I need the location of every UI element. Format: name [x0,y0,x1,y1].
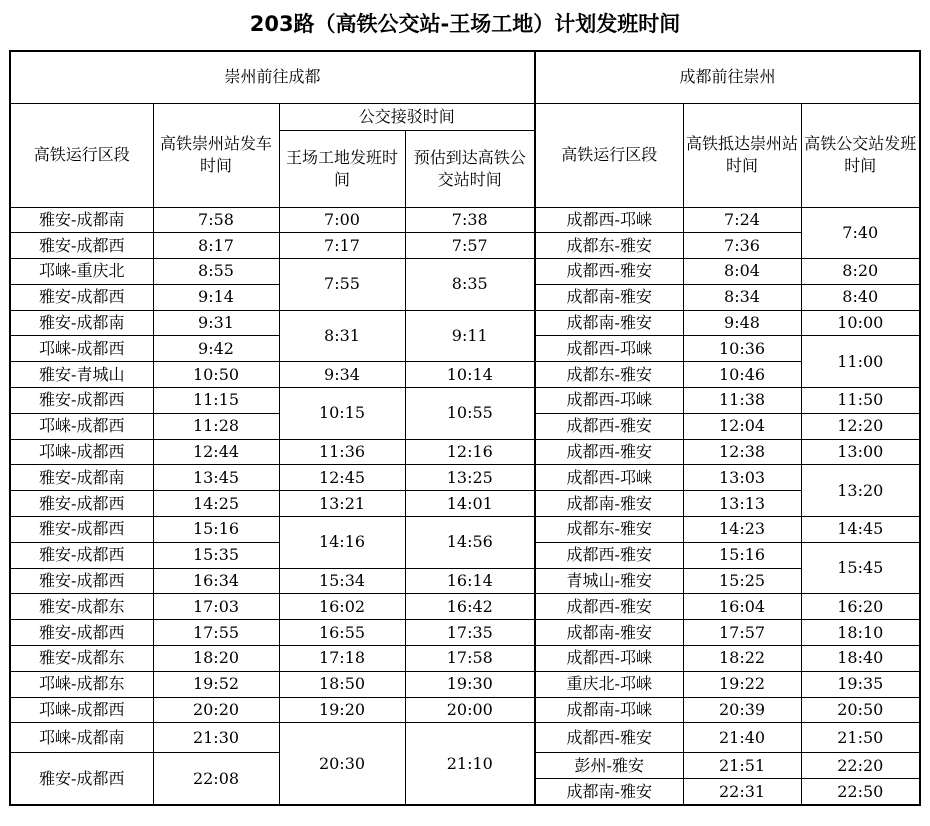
table-row [10,207,920,233]
table-row [10,465,920,491]
left-train-cell: 10:50 [153,362,279,388]
right-bus-cell: 7:40 [801,207,920,259]
right-segment-cell: 成都南-雅安 [535,779,683,805]
right-segment-cell: 成都西-邛崃 [535,388,683,414]
right-bus-cell: 16:20 [801,594,920,620]
bus-arrive-cell: 14:56 [405,517,535,569]
left-segment-cell: 邛崃-成都西 [10,439,153,465]
bus-depart-cell: 12:45 [279,465,405,491]
right-train-cell: 16:04 [683,594,801,620]
right-train-cell: 20:39 [683,697,801,723]
bus-arrive-cell: 14:01 [405,491,535,517]
right-segment-cell: 成都西-邛崃 [535,336,683,362]
right-train-cell: 19:22 [683,671,801,697]
right-bus-cell: 19:35 [801,671,920,697]
right-train-cell: 10:36 [683,336,801,362]
right-segment-cell: 重庆北-邛崃 [535,671,683,697]
right-train-cell: 7:24 [683,207,801,233]
bus-depart-cell: 18:50 [279,671,405,697]
bus-arrive-cell: 7:38 [405,207,535,233]
bus-arrive-cell: 12:16 [405,439,535,465]
left-train-cell: 19:52 [153,671,279,697]
bus-depart-cell: 7:17 [279,233,405,259]
bus-depart-cell: 17:18 [279,646,405,672]
left-train-cell: 15:16 [153,517,279,543]
right-bus-cell: 11:00 [801,336,920,388]
right-train-cell: 14:23 [683,517,801,543]
left-train-cell: 8:55 [153,259,279,285]
table-row [10,594,920,620]
left-segment-cell: 雅安-成都西 [10,542,153,568]
bus-depart-cell: 8:31 [279,310,405,362]
table-row [10,723,920,753]
left-segment-cell: 邛崃-成都东 [10,671,153,697]
right-bus-cell: 22:50 [801,779,920,805]
right-train-cell: 21:51 [683,753,801,779]
bus-arrive-cell: 13:25 [405,465,535,491]
right-train-cell: 13:03 [683,465,801,491]
right-train-cell: 8:34 [683,284,801,310]
bus-depart-cell: 16:02 [279,594,405,620]
table-row [10,568,920,594]
left-train-cell: 15:35 [153,542,279,568]
left-segment-cell: 邛崃-重庆北 [10,259,153,285]
bus-arrive-cell: 17:35 [405,620,535,646]
right-segment-cell: 成都东-雅安 [535,233,683,259]
table-row [10,439,920,465]
right-train-cell: 21:40 [683,723,801,753]
bus-depart-cell: 13:21 [279,491,405,517]
left-segment-cell: 雅安-成都南 [10,310,153,336]
bus-depart-cell: 10:15 [279,388,405,440]
right-bus-cell: 15:45 [801,542,920,594]
table-row [10,491,920,517]
right-segment-cell: 成都西-邛崃 [535,207,683,233]
left-train-cell: 17:55 [153,620,279,646]
bus-arrive-cell: 8:35 [405,259,535,311]
page-title: 203路（高铁公交站-王场工地）计划发班时间 [249,12,681,36]
bus-arrive-cell: 9:11 [405,310,535,362]
right-segment-cell: 成都西-雅安 [535,542,683,568]
bus-depart-cell: 9:34 [279,362,405,388]
right-train-cell: 7:36 [683,233,801,259]
right-segment-cell: 成都西-雅安 [535,413,683,439]
right-bus-cell: 21:50 [801,723,920,753]
right-train-cell: 12:38 [683,439,801,465]
table-row [10,362,920,388]
left-train-cell: 11:15 [153,388,279,414]
bus-depart-cell: 14:16 [279,517,405,569]
table-row [10,671,920,697]
right-segment-cell: 成都西-邛崃 [535,646,683,672]
left-segment-cell: 雅安-成都西 [10,568,153,594]
bus-depart-cell: 7:55 [279,259,405,311]
bus-arrive-cell: 21:10 [405,723,535,805]
table-row [10,259,920,285]
right-segment-cell: 青城山-雅安 [535,568,683,594]
table-row [10,646,920,672]
left-segment-cell: 雅安-成都西 [10,284,153,310]
table-row [10,233,920,259]
right-segment-cell: 成都南-雅安 [535,491,683,517]
right-train-cell: 18:22 [683,646,801,672]
col-right-segment: 高铁运行区段 [535,103,683,207]
right-train-cell: 15:16 [683,542,801,568]
left-segment-cell: 雅安-成都西 [10,753,153,805]
right-train-cell: 15:25 [683,568,801,594]
col-left-train-depart: 高铁崇州站发车时间 [153,103,279,207]
right-bus-cell: 18:10 [801,620,920,646]
bus-arrive-cell: 7:57 [405,233,535,259]
left-segment-cell: 雅安-成都西 [10,233,153,259]
col-bus-arrive: 预估到达高铁公交站时间 [405,130,535,207]
right-train-cell: 11:38 [683,388,801,414]
col-bus-group: 公交接驳时间 [279,103,535,130]
right-train-cell: 22:31 [683,779,801,805]
right-segment-cell: 成都西-雅安 [535,594,683,620]
right-segment-cell: 成都西-雅安 [535,259,683,285]
left-train-cell: 21:30 [153,723,279,753]
right-segment-cell: 成都西-雅安 [535,723,683,753]
left-train-cell: 16:34 [153,568,279,594]
right-direction-header: 成都前往崇州 [535,51,920,103]
left-train-cell: 7:58 [153,207,279,233]
left-train-cell: 11:28 [153,413,279,439]
bus-depart-cell: 20:30 [279,723,405,805]
table-row [10,517,920,543]
right-bus-cell: 12:20 [801,413,920,439]
right-segment-cell: 彭州-雅安 [535,753,683,779]
table-row [10,697,920,723]
right-segment-cell: 成都南-雅安 [535,620,683,646]
bus-depart-cell: 19:20 [279,697,405,723]
bus-arrive-cell: 10:55 [405,388,535,440]
left-segment-cell: 雅安-成都西 [10,620,153,646]
left-segment-cell: 雅安-成都西 [10,517,153,543]
right-segment-cell: 成都西-雅安 [535,439,683,465]
left-train-cell: 9:42 [153,336,279,362]
table-row [10,310,920,336]
left-train-cell: 17:03 [153,594,279,620]
left-segment-cell: 雅安-成都西 [10,388,153,414]
right-bus-cell: 20:50 [801,697,920,723]
col-right-train-arrive: 高铁抵达崇州站时间 [683,103,801,207]
left-segment-cell: 雅安-成都东 [10,646,153,672]
bus-arrive-cell: 17:58 [405,646,535,672]
right-segment-cell: 成都东-雅安 [535,517,683,543]
bus-arrive-cell: 16:14 [405,568,535,594]
left-segment-cell: 雅安-成都西 [10,491,153,517]
left-train-cell: 9:14 [153,284,279,310]
right-train-cell: 17:57 [683,620,801,646]
left-segment-cell: 邛崃-成都西 [10,413,153,439]
right-train-cell: 13:13 [683,491,801,517]
right-segment-cell: 成都南-雅安 [535,310,683,336]
right-bus-cell: 22:20 [801,753,920,779]
right-bus-cell: 13:00 [801,439,920,465]
table-row [10,388,920,414]
right-bus-cell: 8:20 [801,259,920,285]
right-segment-cell: 成都东-雅安 [535,362,683,388]
left-train-cell: 12:44 [153,439,279,465]
left-segment-cell: 雅安-成都南 [10,465,153,491]
table-row [10,620,920,646]
left-train-cell: 8:17 [153,233,279,259]
right-segment-cell: 成都南-邛崃 [535,697,683,723]
left-train-cell: 22:08 [153,753,279,805]
bus-depart-cell: 7:00 [279,207,405,233]
left-train-cell: 14:25 [153,491,279,517]
left-direction-header: 崇州前往成都 [10,51,535,103]
right-segment-cell: 成都南-雅安 [535,284,683,310]
right-train-cell: 10:46 [683,362,801,388]
left-train-cell: 13:45 [153,465,279,491]
bus-arrive-cell: 16:42 [405,594,535,620]
right-bus-cell: 11:50 [801,388,920,414]
left-train-cell: 9:31 [153,310,279,336]
bus-depart-cell: 16:55 [279,620,405,646]
col-left-segment: 高铁运行区段 [10,103,153,207]
schedule-table [9,50,921,806]
bus-depart-cell: 11:36 [279,439,405,465]
right-train-cell: 8:04 [683,259,801,285]
left-segment-cell: 邛崃-成都西 [10,697,153,723]
right-segment-cell: 成都西-邛崃 [535,465,683,491]
right-train-cell: 9:48 [683,310,801,336]
col-bus-depart: 王场工地发班时间 [279,130,405,207]
left-segment-cell: 雅安-成都东 [10,594,153,620]
col-right-bus-depart: 高铁公交站发班时间 [801,103,920,207]
left-segment-cell: 邛崃-成都南 [10,723,153,753]
bus-arrive-cell: 10:14 [405,362,535,388]
bus-arrive-cell: 20:00 [405,697,535,723]
right-bus-cell: 10:00 [801,310,920,336]
right-bus-cell: 14:45 [801,517,920,543]
bus-depart-cell: 15:34 [279,568,405,594]
right-bus-cell: 18:40 [801,646,920,672]
right-bus-cell: 13:20 [801,465,920,517]
left-segment-cell: 雅安-成都南 [10,207,153,233]
left-train-cell: 20:20 [153,697,279,723]
left-segment-cell: 邛崃-成都西 [10,336,153,362]
bus-arrive-cell: 19:30 [405,671,535,697]
right-train-cell: 12:04 [683,413,801,439]
right-bus-cell: 8:40 [801,284,920,310]
left-segment-cell: 雅安-青城山 [10,362,153,388]
left-train-cell: 18:20 [153,646,279,672]
